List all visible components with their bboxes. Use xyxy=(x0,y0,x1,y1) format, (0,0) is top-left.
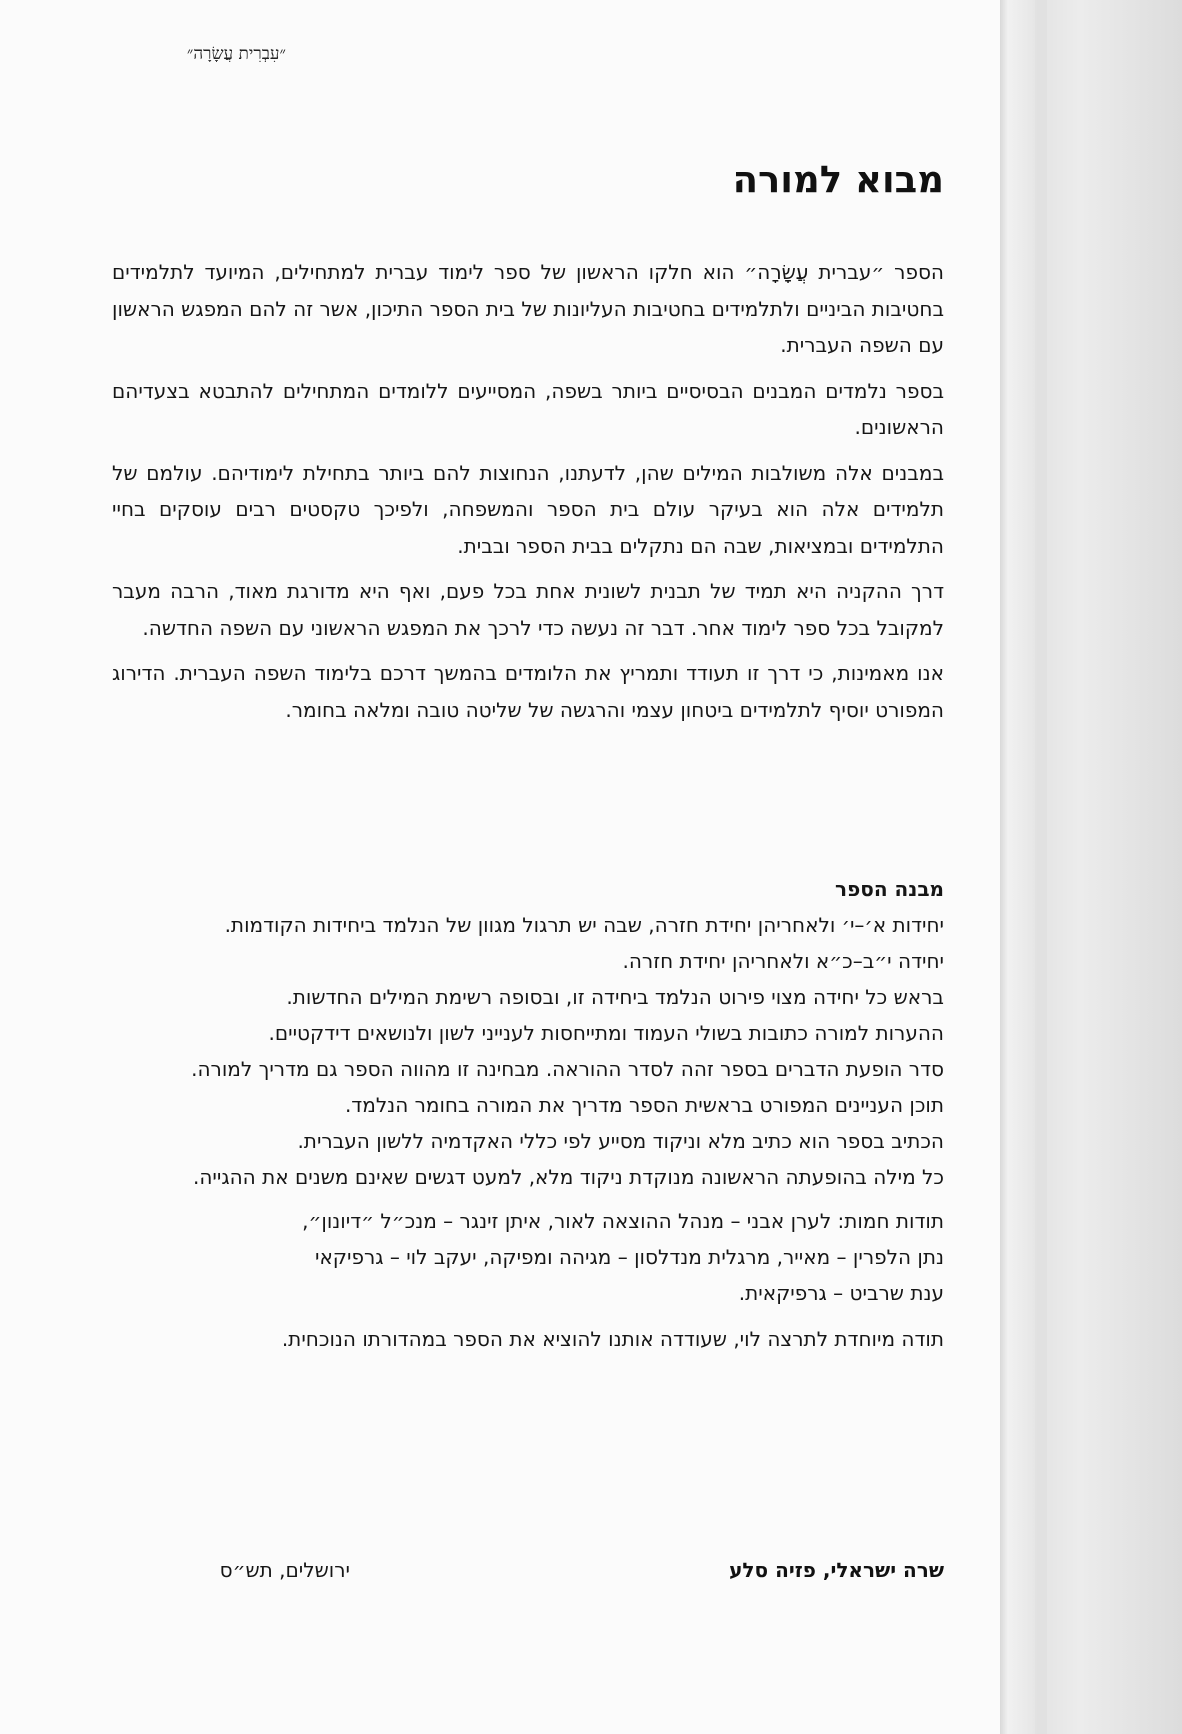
credits-line-1: תודות חמות: לערן אבני – מנהל ההוצאה לאור, איתן זינגר – מנכ״ל ״דיונון״, xyxy=(302,1209,944,1233)
section-heading: מבנה הספר xyxy=(835,877,944,901)
page-title: מבוא למורה xyxy=(732,158,944,201)
structure-line-5: סדר הופעת הדברים בספר זהה לסדר ההוראה. מבחינה זו מהווה הספר גם מדריך למורה. xyxy=(191,1057,944,1081)
structure-line-7: הכתיב בספר הוא כתיב מלא וניקוד מסייע לפי כללי האקדמיה ללשון העברית. xyxy=(297,1129,944,1153)
credits-line-2: נתן הלפרין – מאייר, מרגלית מנדלסון – מגיהה ומפיקה, יעקב לוי – גרפיקאי xyxy=(314,1245,944,1269)
intro-paragraph-4: דרך ההקניה היא תמיד של תבנית לשונית אחת בכל פעם, ואף היא מדורגת מאוד, הרבה מעבר למקובל בכל ספר לימוד אחר. דבר זה נעשה כדי לרכך את המפגש הראשוני עם השפה החדשה. xyxy=(112,579,944,640)
authors-signature: שרה ישראלי, פזיה סלע xyxy=(729,1558,944,1582)
structure-line-4: ההערות למורה כתובות בשולי העמוד ומתייחסות לענייני לשון ולנושאים דידקטיים. xyxy=(268,1021,944,1045)
gutter-shadow xyxy=(1035,0,1047,1734)
special-thanks: תודה מיוחדת לתרצה לוי, שעודדה אותנו להוציא את הספר במהדורתו הנוכחית. xyxy=(281,1327,944,1351)
credits-line-3: ענת שרביט – גרפיקאית. xyxy=(738,1281,944,1305)
intro-paragraph-3: במבנים אלה משולבות המילים שהן, לדעתנו, הנחוצות להם ביותר בתחילת לימודיהם. עולמם של תלמידים אלה הוא בעיקר עולם בית הספר והמשפחה, ולפיכך טקסטים רבים עוסקים בחיי התלמידים ובמציאות, שבה הם נתקלים בבית הספר ובבית. xyxy=(112,460,944,558)
book-gutter xyxy=(1000,0,1182,1734)
intro-paragraph-2: בספר נלמדים המבנים הבסיסיים ביותר בשפה, המסייעים ללומדים המתחילים להתבטא בצעדיהם הראשונים. xyxy=(112,378,944,439)
structure-line-1: יחידות א׳–י׳ ולאחריהן יחידת חזרה, שבה יש תרגול מגוון של הנלמד ביחידות הקודמות. xyxy=(224,913,944,937)
structure-line-2: יחידה י״ב–כ״א ולאחריהן יחידת חזרה. xyxy=(622,949,944,973)
intro-section xyxy=(112,254,944,737)
structure-line-6: תוכן העניינים המפורט בראשית הספר מדריך את המורה בחומר הנלמד. xyxy=(344,1093,944,1117)
intro-paragraph-5: אנו מאמינות, כי דרך זו תעודד ותמריץ את הלומדים בהמשך דרכם בלימוד השפה העברית. הדירוג המפורט יוסיף לתלמידים ביטחון עצמי והרגשה של שליטה טובה ומלאה בחומר. xyxy=(112,661,944,722)
structure-line-3: בראש כל יחידה מצוי פירוט הנלמד ביחידה זו, ובסופה רשימת המילים החדשות. xyxy=(286,985,944,1009)
book-structure-section xyxy=(112,871,944,1357)
acknowledgements xyxy=(112,1203,944,1311)
running-header: ״עִבְרִית עֲשָׂרָה״ xyxy=(186,44,286,64)
structure-line-8: כל מילה בהופעתה הראשונה מנוקדת ניקוד מלא, למעט דגשים שאינם משנים את ההגייה. xyxy=(192,1165,944,1189)
place-date: ירושלים, תש״ס xyxy=(219,1558,350,1582)
intro-paragraph-1: הספר ״עברית עֲשָׂרָה״ הוא חלקו הראשון של ספר לימוד עברית למתחילים, המיועד לתלמידים בחטיבות הביניים ולתלמידים בחטיבות העליונות של בית הספר התיכון, אשר זה להם המפגש הראשון עם השפה העברית. xyxy=(112,260,944,357)
